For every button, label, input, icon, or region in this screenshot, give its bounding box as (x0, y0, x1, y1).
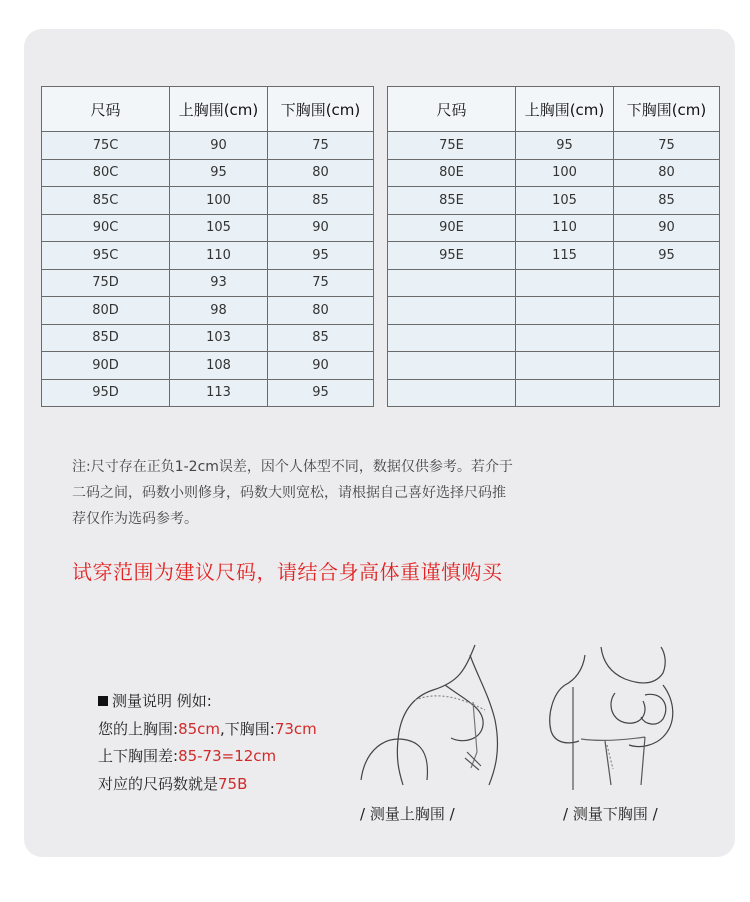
table-cell: 95 (614, 242, 720, 270)
note-line: 注:尺寸存在正负1-2cm误差，因个人体型不同，数据仅供参考。若介于 (72, 459, 513, 475)
table-row (42, 352, 374, 380)
measure-line-3: 对应的尺码数就是75B (98, 774, 248, 793)
table-cell: 85 (614, 187, 720, 215)
table-cell: 90 (170, 132, 268, 160)
table-cell (388, 324, 516, 352)
table-cell: 90C (42, 214, 170, 242)
table-cell: 75 (614, 132, 720, 160)
table-cell: 80 (268, 159, 374, 187)
table-cell (516, 379, 614, 407)
table-row (388, 214, 720, 242)
table-row (42, 132, 374, 160)
table-row (42, 297, 374, 325)
table-cell (614, 352, 720, 380)
table-cell: 90 (268, 352, 374, 380)
result-size-value: 75B (218, 774, 248, 793)
table-cell: 80 (268, 297, 374, 325)
table-row (42, 187, 374, 215)
table-cell: 105 (516, 187, 614, 215)
size-table-right (387, 86, 720, 407)
under-bust-value: 73cm (274, 719, 317, 738)
column-header: 下胸围(cm) (614, 87, 720, 132)
table-cell: 80C (42, 159, 170, 187)
table-row (388, 187, 720, 215)
table-cell: 80D (42, 297, 170, 325)
table-cell: 115 (516, 242, 614, 270)
table-cell (388, 379, 516, 407)
table-row (388, 132, 720, 160)
table-cell: 75 (268, 132, 374, 160)
table-cell (388, 297, 516, 325)
measure-title: 测量说明 例如: (98, 688, 317, 716)
table-row (388, 269, 720, 297)
table-row (388, 159, 720, 187)
table-cell: 95 (268, 379, 374, 407)
table-cell: 85D (42, 324, 170, 352)
table-row (42, 214, 374, 242)
table-cell: 113 (170, 379, 268, 407)
table-row (42, 159, 374, 187)
fit-warning: 试穿范围为建议尺码，请结合身高体重谨慎购买 (72, 560, 503, 584)
upper-bust-caption: / 测量上胸围 / (360, 805, 455, 823)
table-row (388, 379, 720, 407)
table-cell: 80 (614, 159, 720, 187)
note-line: 荐仅作为选码参考。 (72, 511, 198, 527)
size-table-left (41, 86, 374, 407)
column-header: 上胸围(cm) (516, 87, 614, 132)
table-cell (516, 352, 614, 380)
table-cell (614, 324, 720, 352)
table-cell: 75E (388, 132, 516, 160)
table-cell: 95 (516, 132, 614, 160)
table-cell: 98 (170, 297, 268, 325)
table-header-row (42, 87, 374, 132)
table-cell: 90E (388, 214, 516, 242)
upper-bust-value: 85cm (178, 719, 221, 738)
table-cell: 103 (170, 324, 268, 352)
table-cell: 100 (516, 159, 614, 187)
table-cell: 75 (268, 269, 374, 297)
table-cell: 108 (170, 352, 268, 380)
table-cell (614, 269, 720, 297)
table-cell: 75D (42, 269, 170, 297)
table-row (42, 242, 374, 270)
table-cell: 80E (388, 159, 516, 187)
table-row (42, 379, 374, 407)
table-cell: 95D (42, 379, 170, 407)
table-cell: 95E (388, 242, 516, 270)
table-cell: 100 (170, 187, 268, 215)
table-cell: 93 (170, 269, 268, 297)
table-cell (516, 297, 614, 325)
measure-line-2: 上下胸围差:85-73=12cm (98, 747, 277, 765)
under-bust-illustration (545, 645, 685, 790)
table-row (42, 324, 374, 352)
table-cell: 95 (170, 159, 268, 187)
table-cell: 85 (268, 187, 374, 215)
table-cell: 105 (170, 214, 268, 242)
column-header: 下胸围(cm) (268, 87, 374, 132)
table-cell (516, 324, 614, 352)
table-cell: 110 (516, 214, 614, 242)
table-cell (388, 269, 516, 297)
table-cell (388, 352, 516, 380)
column-header: 尺码 (42, 87, 170, 132)
measure-instructions (98, 688, 317, 798)
measure-line-1: 您的上胸围:85cm,下胸围:73cm (98, 719, 317, 738)
table-cell: 95 (268, 242, 374, 270)
table-row (388, 242, 720, 270)
bust-difference-value: 85-73=12cm (178, 747, 277, 765)
table-cell: 85E (388, 187, 516, 215)
table-cell: 90 (268, 214, 374, 242)
column-header: 尺码 (388, 87, 516, 132)
square-bullet-icon (98, 696, 108, 706)
table-cell: 85 (268, 324, 374, 352)
table-row (388, 324, 720, 352)
table-cell: 110 (170, 242, 268, 270)
table-cell: 95C (42, 242, 170, 270)
table-row (42, 269, 374, 297)
table-cell: 85C (42, 187, 170, 215)
note-line: 二码之间，码数小则修身，码数大则宽松，请根据自己喜好选择尺码推 (72, 485, 506, 501)
table-cell: 90 (614, 214, 720, 242)
table-cell (614, 297, 720, 325)
column-header: 上胸围(cm) (170, 87, 268, 132)
table-cell (516, 269, 614, 297)
table-cell (614, 379, 720, 407)
size-note (72, 454, 612, 532)
table-cell: 90D (42, 352, 170, 380)
table-header-row (388, 87, 720, 132)
table-row (388, 352, 720, 380)
table-row (388, 297, 720, 325)
under-bust-caption: / 测量下胸围 / (563, 805, 658, 823)
upper-bust-illustration (355, 640, 505, 790)
table-cell: 75C (42, 132, 170, 160)
